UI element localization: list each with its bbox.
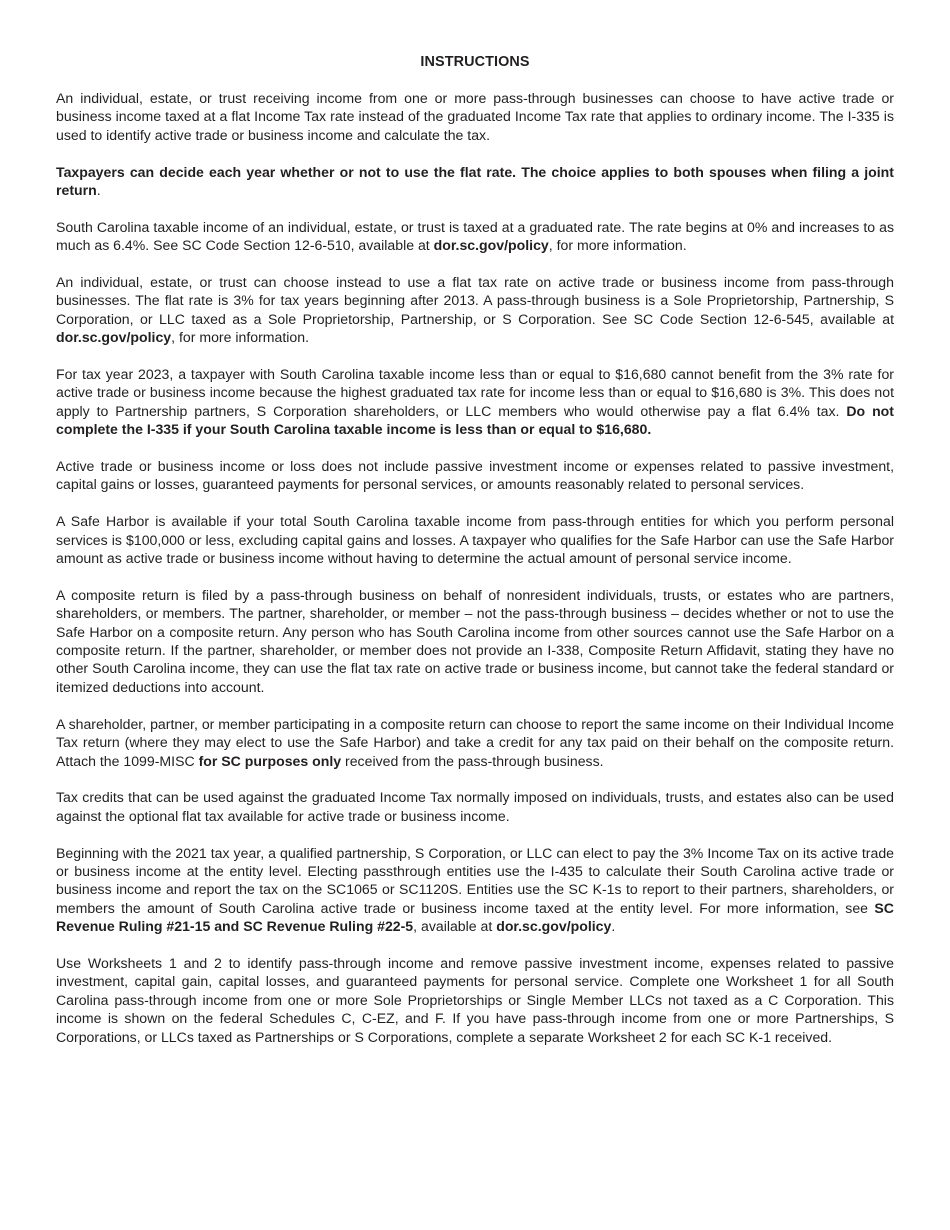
paragraph-entity-level-election (56, 844, 894, 936)
paragraph-composite-credit (56, 715, 894, 770)
text-segment: For tax year 2023, a taxpayer with South Carolina taxable income less than or equal to $16,680 cannot benefit from the 3% rate for active trade or business income because the highest graduated tax rate for income less than or equal to $16,680 is 3%. This does not apply to Partnership partners, S Corporation shareholders, or LLC members who would otherwise pay a flat 6.4% tax. (56, 366, 894, 419)
bold-segment: for SC purposes only (198, 752, 342, 769)
paragraph-graduated-rate (56, 218, 894, 255)
policy-link-text: dor.sc.gov/policy (56, 329, 172, 346)
paragraph-active-income-definition (56, 457, 894, 494)
revenue-ruling-reference: SC Revenue Ruling #21-15 and SC Revenue Ruling #22-5 (56, 899, 894, 935)
policy-link-text: dor.sc.gov/policy (496, 918, 612, 935)
instructions-page (56, 52, 894, 1064)
text-segment: Active trade or business income or loss does not include passive investment income or expenses related to passive investment, capital gains or losses, guaranteed payments for personal services, or amounts reasonably related to personal services. (56, 458, 894, 493)
paragraph-flat-rate (56, 273, 894, 347)
text-segment: , available at (413, 918, 497, 935)
text-segment: . (611, 918, 616, 935)
page-title: INSTRUCTIONS (420, 54, 530, 70)
text-segment: Tax credits that can be used against the graduated Income Tax normally imposed on individuals, trusts, and estates also can be used against the optional flat tax available for active trade or business income. (56, 789, 894, 824)
text-segment: A Safe Harbor is available if your total South Carolina taxable income from pass-through entities for which you perform personal services is $100,000 or less, excluding capital gains and losses. A taxpayer who qualifies for the Safe Harbor can use the Safe Harbor amount as active trade or business income without having to determine the actual amount of personal service income. (56, 513, 894, 567)
text-segment: Use Worksheets 1 and 2 to identify pass-through income and remove passive investment income, expenses related to passive investment, capital gain, capital losses, and guaranteed payments for personal service. Complete one Worksheet 1 for all South Carolina pass-through income from one or more Sole Proprietorships or Single Member LLCs not taxed as a C Corporation. This income is shown on the federal Schedules C, C-EZ, and F. If you have pass-through income from one or more Partnerships, S Corporations, or LLCs taxed as Partnerships or S Corporations, complete a separate Worksheet 2 for each SC K-1 received. (56, 954, 894, 1045)
text-segment: An individual, estate, or trust can choose instead to use a flat tax rate on active trade or business income from pass-through businesses. The flat rate is 3% for tax years beginning after 2013. A pass-through business is a Sole Proprietorship, Partnership, S Corporation, or LLC taxed as a Sole Proprietorship, Partnership, or S Corporation. See SC Code Section 12-6-545, available at (56, 274, 894, 327)
text-segment: An individual, estate, or trust receiving income from one or more pass-through businesses can choose to have active trade or business income taxed at a flat Income Tax rate instead of the graduated Income Tax rate that applies to ordinary income. The I-335 is used to identify active trade or business income and calculate the tax. (56, 90, 894, 143)
text-segment: Beginning with the 2021 tax year, a qualified partnership, S Corporation, or LLC can elect to pay the 3% Income Tax on its active trade or business income at the entity level. Electing passthrough entities use the I-435 to calculate their South Carolina active trade or business income and report the tax on the SC1065 or SC1120S. Entities use the SC K-1s to report to their partners, shareholders, or members the amount of South Carolina active trade or business income taxed at the entity level. For more information, see (56, 844, 894, 916)
paragraph-tax-credits (56, 788, 894, 825)
paragraph-threshold (56, 365, 894, 439)
paragraph-yearly-choice (56, 163, 894, 200)
policy-link-text: dor.sc.gov/policy (433, 237, 549, 254)
text-segment: . (96, 182, 101, 199)
text-segment: received from the pass-through business. (341, 752, 604, 769)
paragraph-composite-return (56, 586, 894, 696)
bold-segment: Taxpayers can decide each year whether or not to use the flat rate. The choice applies to both spouses when filing a joint return (56, 163, 894, 199)
paragraph-safe-harbor (56, 512, 894, 567)
text-segment: , for more information. (171, 329, 309, 346)
paragraph-worksheets (56, 954, 894, 1046)
bold-segment: Do not complete the I-335 if your South Carolina taxable income is less than or equal to $16,680. (56, 402, 894, 438)
text-segment: , for more information. (548, 237, 687, 254)
paragraph-intro (56, 89, 894, 144)
text-segment: A composite return is filed by a pass-through business on behalf of nonresident individuals, trusts, or estates who are partners, shareholders, or members. The partner, shareholder, or member – not the pass-through business – decides whether or not to use the Safe Harbor on a composite return. Any person who has South Carolina income from other sources cannot use the Safe Harbor on a composite return. If the partner, shareholder, or member does not provide an I-338, Composite Return Affidavit, stating they have no other South Carolina income, they can use the flat tax rate on active trade or business income, but cannot take the federal standard or itemized deductions into account. (56, 586, 894, 695)
text-segment: South Carolina taxable income of an individual, estate, or trust is taxed at a graduated rate. The rate begins at 0% and increases to as much as 6.4%. See SC Code Section 12-6-510, available at (56, 218, 894, 254)
text-segment: A shareholder, partner, or member participating in a composite return can choose to report the same income on their Individual Income Tax return (where they may elect to use the Safe Harbor) and take a credit for any tax paid on their behalf on the composite return. Attach the 1099-MISC (56, 715, 894, 769)
